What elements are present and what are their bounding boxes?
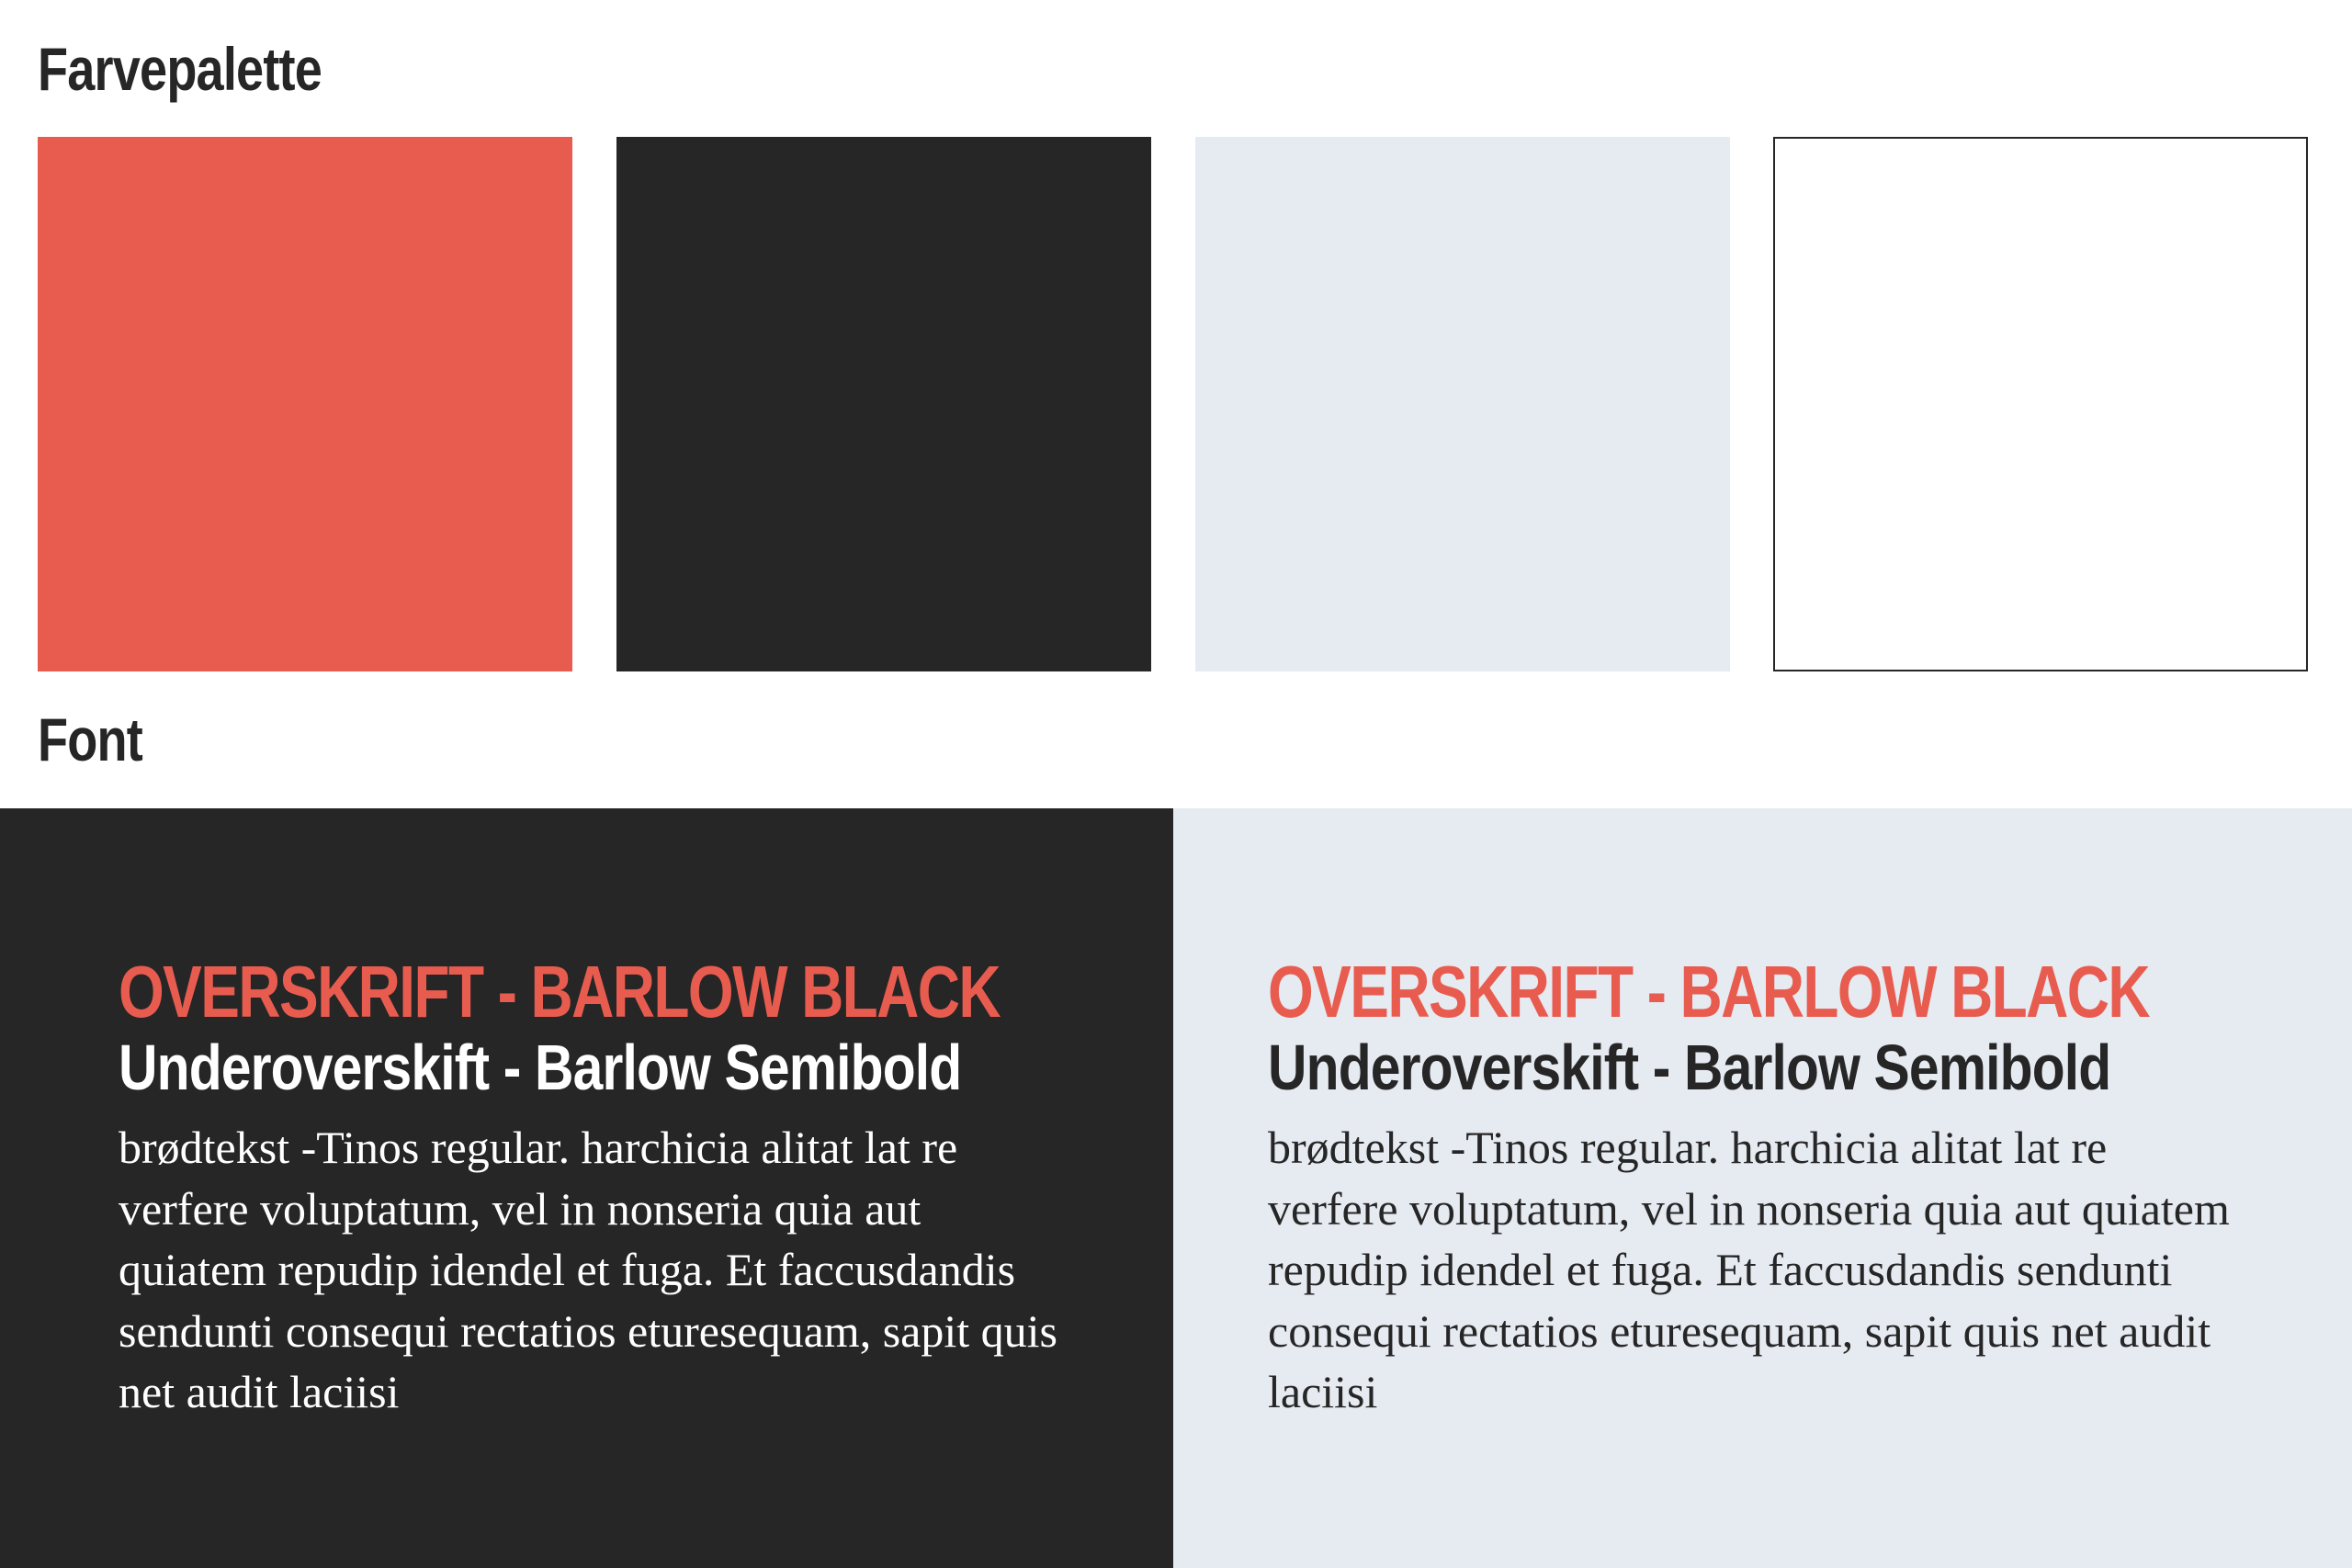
font-sample-light-content xyxy=(1268,953,2242,1423)
sample-body-text: brødtekst -Tinos regular. harchicia alitat lat re verfere voluptatum, vel in nonseria quia aut quiatem repudip idendel et fuga. Et faccusdandis sendunti consequi rectatios eturesequam, sapit quis net audit laciisi xyxy=(1268,1122,2230,1417)
sample-heading: OVERSKRIFT - BARLOW BLACK xyxy=(119,951,1001,1032)
font-sample-dark-content xyxy=(119,953,1092,1423)
sample-subheading: Underoverskift - Barlow Semibold xyxy=(1268,1032,2111,1103)
sample-heading: OVERSKRIFT - BARLOW BLACK xyxy=(1268,951,2150,1032)
color-swatch-light-grey xyxy=(1195,137,1730,671)
color-swatch-dark xyxy=(616,137,1151,671)
sample-body-text: brødtekst -Tinos regular. harchicia alitat lat re verfere voluptatum, vel in nonseria quia aut quiatem repudip idendel et fuga. Et faccusdandis sendunti consequi rectatios eturesequam, sapit quis net audit laciisi xyxy=(119,1122,1057,1417)
font-heading: Font xyxy=(38,705,142,773)
font-sample-dark-panel xyxy=(0,808,1173,1568)
sample-subheading: Underoverskift - Barlow Semibold xyxy=(119,1032,962,1103)
palette-heading: Farvepalette xyxy=(38,35,322,103)
color-swatch-red xyxy=(38,137,572,671)
font-sample-light-panel xyxy=(1173,808,2352,1568)
color-swatch-white xyxy=(1773,137,2308,671)
